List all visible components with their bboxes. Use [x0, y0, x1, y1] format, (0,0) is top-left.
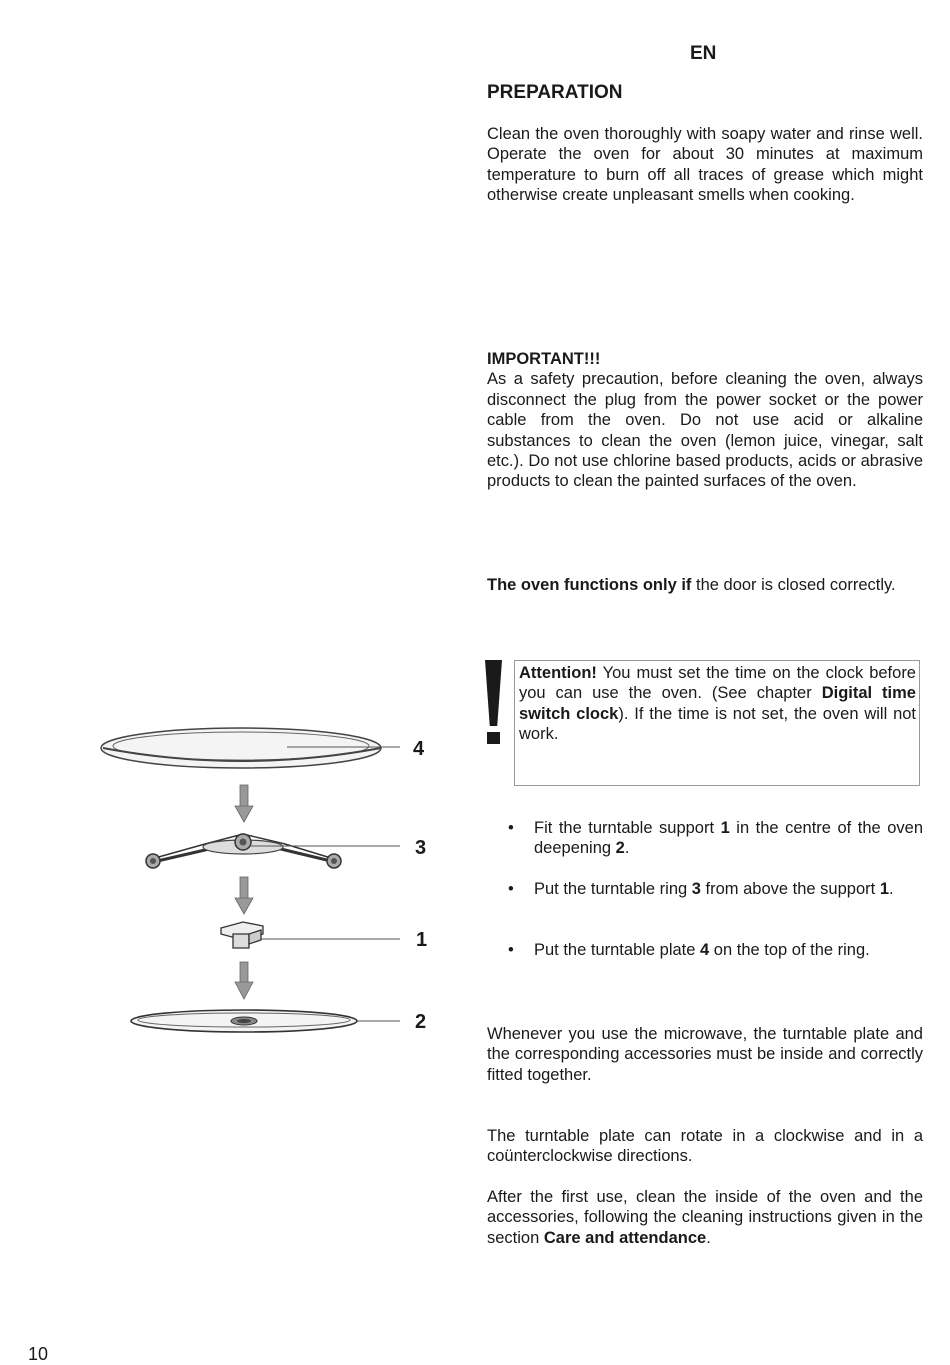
callout-label: 2: [415, 1011, 427, 1033]
step-item: [508, 879, 923, 899]
callout-label: 3: [415, 837, 427, 859]
oven-floor-drawing: [131, 1010, 357, 1032]
bullet: •: [508, 819, 514, 837]
attention-text-2: ). If the time is not set, the oven will not work.: [519, 704, 917, 744]
bullet: •: [508, 941, 514, 960]
part-number: 2: [615, 839, 625, 858]
step-text: on the top of the ring.: [709, 941, 870, 960]
step-text: Fit the turntable support: [534, 819, 721, 837]
step-item: [508, 940, 923, 960]
callout-label: 1: [416, 929, 428, 951]
bullet: •: [508, 879, 514, 898]
step-text: Put the turntable ring: [534, 879, 692, 898]
attention-text-1: You must set the time on the clock before you can use the oven. (See chapter: [519, 664, 916, 703]
attention-box: [514, 660, 920, 786]
step-text: .: [624, 839, 630, 858]
door-note-text: the door is closed correctly.: [691, 576, 896, 594]
assembly-steps: [508, 818, 923, 961]
page-number: 10: [28, 1344, 49, 1364]
chapter-reference: Digital time switch clock: [519, 684, 916, 723]
section-heading: PREPARATION: [487, 82, 623, 103]
callout-label: 4: [413, 738, 425, 760]
exclamation-icon: [485, 660, 502, 726]
preparation-paragraph: Clean the oven thoroughly with soapy water and rinse well. Operate the oven for about 30 minutes at maximum temperature to burn off all traces of grease which might otherwise create unpleasant smells when cooking.: [487, 125, 923, 205]
arrow-down-icon: [235, 962, 253, 999]
arrow-down-icon: [235, 785, 253, 822]
step-text: in the centre of the oven deepening: [534, 819, 923, 858]
part-number: 1: [879, 879, 889, 898]
step-text: from above the support: [700, 879, 880, 898]
turntable-plate-drawing: [101, 728, 381, 768]
after-use-note: [487, 1187, 923, 1248]
turntable-support-drawing: [221, 922, 263, 948]
part-number: 4: [700, 941, 710, 960]
important-title: IMPORTANT!!!: [487, 350, 601, 368]
step-item: [508, 818, 923, 859]
step-text: .: [889, 879, 894, 898]
important-text: As a safety precaution, before cleaning the oven, always disconnect the plug from the power socket or the power cable from the oven. Do not use acid or alkaline substances to clean the oven (lemon juice, vinegar, salt etc.). Do not use chlorine based products, acids or abrasive products to clean the painted surfaces of the oven.: [487, 370, 923, 491]
part-number: 1: [720, 819, 730, 837]
after-use-end: .: [706, 1228, 711, 1247]
rotation-note: The turntable plate can rotate in a clockwise and in a coünterclockwise directions.: [487, 1127, 923, 1166]
after-use-text: After the first use, clean the inside of the oven and the accessories, following the cleaning instructions given in the section: [487, 1188, 923, 1247]
door-note-bold: The oven functions only if: [487, 576, 692, 594]
turntable-ring-drawing: [146, 834, 341, 868]
door-note: [487, 575, 923, 595]
language-code: EN: [690, 43, 717, 64]
attention-label: Attention!: [519, 664, 597, 682]
exclamation-dot: [487, 732, 500, 744]
arrow-down-icon: [235, 877, 253, 914]
step-text: Put the turntable plate: [534, 941, 701, 960]
part-number: 3: [691, 879, 701, 898]
microwave-note: Whenever you use the microwave, the turntable plate and the corresponding accessories must be inside and correctly fitted together.: [487, 1025, 923, 1084]
section-reference: Care and attendance: [543, 1228, 707, 1247]
turntable-assembly-figure: [95, 722, 440, 1042]
important-paragraph: [487, 349, 923, 492]
